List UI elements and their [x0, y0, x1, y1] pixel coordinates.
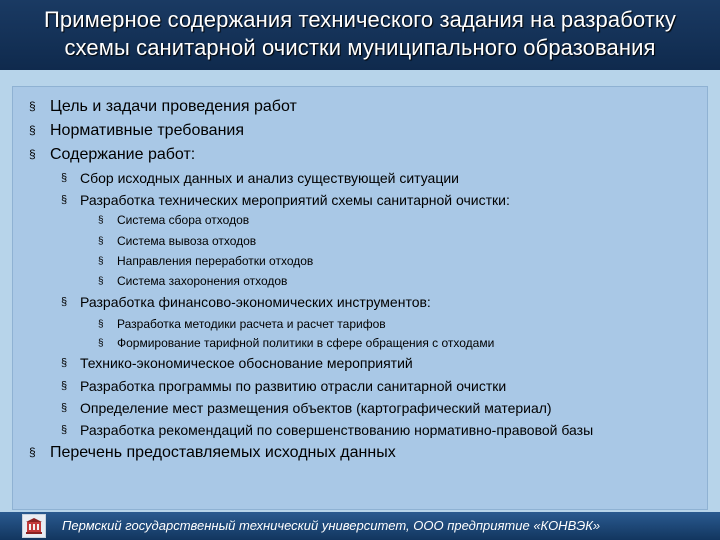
list-item-text: Система вывоза отходов: [117, 234, 257, 248]
list-item-text: Разработка программы по развитию отрасли санитарной очистки: [80, 378, 507, 394]
list-item-text: Разработка рекомендаций по совершенствованию нормативно-правовой базы: [80, 422, 594, 438]
university-building-icon: [22, 514, 46, 538]
slide-title-line-1: Примерное содержания технического задания на разработку: [43, 7, 677, 32]
bullet-icon: §: [61, 172, 68, 184]
bullet-icon: §: [61, 380, 68, 392]
bullet-icon: §: [61, 357, 68, 369]
list-item-text: Разработка технических мероприятий схемы санитарной очистки:: [80, 192, 510, 208]
list-item-text: Содержание работ:: [50, 146, 196, 163]
bullet-icon: §: [29, 147, 36, 161]
list-item-text: Система сбора отходов: [117, 213, 250, 227]
list-item-text: Направления переработки отходов: [117, 254, 314, 268]
bullet-icon: §: [98, 319, 104, 330]
footer-text: Пермский государственный технический университет, ООО предприятие «КОНВЭК»: [62, 518, 601, 533]
bullet-icon: §: [61, 402, 68, 414]
bullet-icon: §: [61, 194, 68, 206]
slide-content: [12, 86, 708, 510]
bullet-icon: §: [29, 123, 36, 137]
bullet-icon: §: [98, 338, 104, 349]
list-item-text: Технико-экономическое обоснование мероприятий: [80, 355, 413, 371]
bullet-icon: §: [98, 215, 104, 226]
slide-title-line-2: схемы санитарной очистки муниципального образования: [64, 35, 656, 60]
list-item-text: Нормативные требования: [50, 122, 245, 139]
bullet-icon: §: [98, 276, 104, 287]
slide-footer: [0, 512, 720, 540]
slide-header: [0, 0, 720, 70]
list-item-text: Перечень предоставляемых исходных данных: [50, 444, 396, 461]
bullet-icon: §: [98, 236, 104, 247]
bullet-icon: §: [61, 424, 68, 436]
list-item-text: Определение мест размещения объектов (картографический материал): [80, 400, 552, 416]
list-item-text: Формирование тарифной политики в сфере обращения с отходами: [117, 336, 495, 350]
bullet-icon: §: [98, 256, 104, 267]
bullet-icon: §: [61, 296, 68, 308]
list-item-text: Цель и задачи проведения работ: [50, 98, 297, 115]
list-item-text: Сбор исходных данных и анализ существующей ситуации: [80, 170, 459, 186]
list-item-text: Система захоронения отходов: [117, 274, 288, 288]
bullet-icon: §: [29, 99, 36, 113]
list-item-text: Разработка методики расчета и расчет тарифов: [117, 317, 386, 331]
bullet-icon: §: [29, 445, 36, 459]
list-item-text: Разработка финансово-экономических инструментов:: [80, 294, 431, 310]
